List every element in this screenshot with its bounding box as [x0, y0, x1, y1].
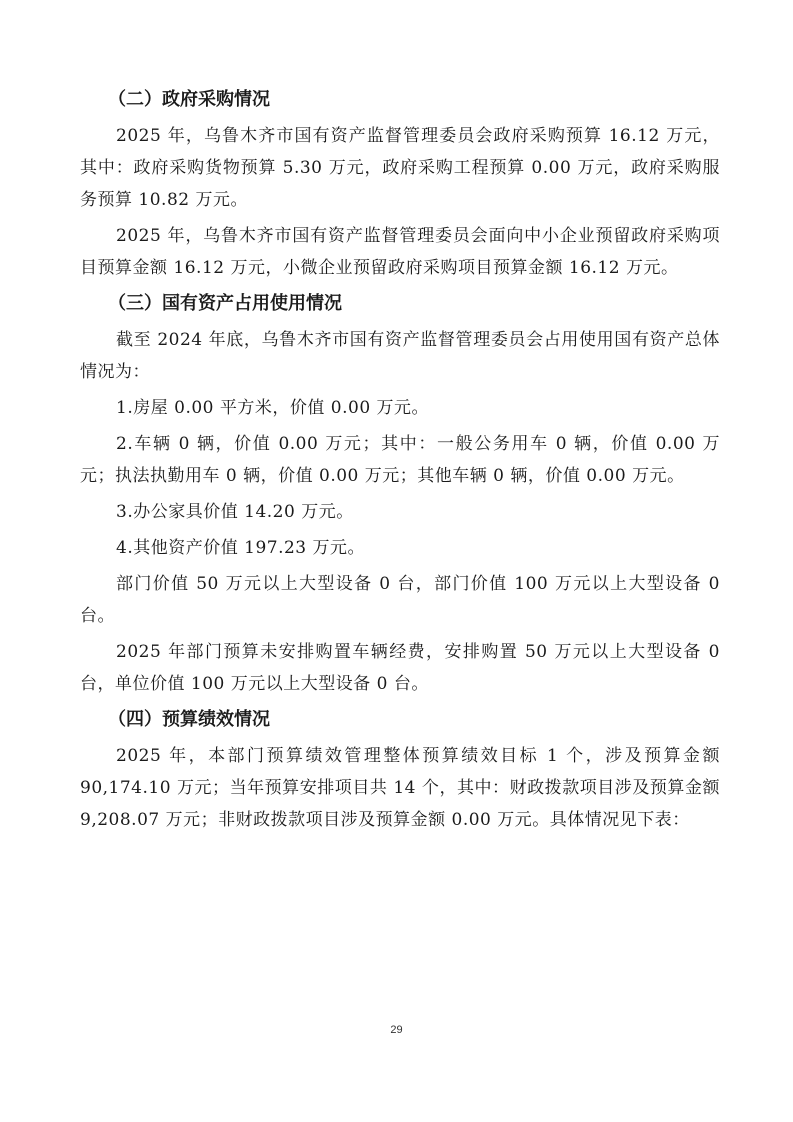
- document-body: [80, 84, 720, 840]
- paragraph-assets-overview: 截至 2024 年底，乌鲁木齐市国有资产监督管理委员会占用使用国有资产总体情况为：: [80, 330, 720, 382]
- page-number: 29: [390, 1024, 403, 1036]
- paragraph-procurement-budget: 2025 年，乌鲁木齐市国有资产监督管理委员会政府采购预算 16.12 万元，其中：政府采购货物预算 5.30 万元，政府采购工程预算 0.00 万元，政府采购服务预算 10.82 万元。: [80, 126, 720, 210]
- section-heading-state-assets: （三）国有资产占用使用情况: [108, 293, 342, 314]
- paragraph-assets-housing: 1.房屋 0.00 平方米，价值 0.00 万元。: [116, 398, 430, 418]
- section-heading-government-procurement: （二）政府采购情况: [108, 89, 270, 110]
- paragraph-assets-vehicles: 2.车辆 0 辆，价值 0.00 万元；其中：一般公务用车 0 辆，价值 0.00 万元；执法执勤用车 0 辆，价值 0.00 万元；其他车辆 0 辆，价值 0.00 万元。: [80, 434, 720, 486]
- paragraph-sme-reserved-budget: 2025 年，乌鲁木齐市国有资产监督管理委员会面向中小企业预留政府采购项目预算金额 16.12 万元，小微企业预留政府采购项目预算金额 16.12 万元。: [80, 226, 720, 278]
- section-heading-performance: （四）预算绩效情况: [108, 709, 270, 730]
- paragraph-assets-purchase-plan: 2025 年部门预算未安排购置车辆经费，安排购置 50 万元以上大型设备 0 台，单位价值 100 万元以上大型设备 0 台。: [80, 642, 720, 694]
- paragraph-assets-other: 4.其他资产价值 197.23 万元。: [116, 538, 366, 558]
- paragraph-performance-goals: 2025 年，本部门预算绩效管理整体预算绩效目标 1 个，涉及预算金额 90,174.10 万元；当年预算安排项目共 14 个，其中：财政拨款项目涉及预算金额 9,208.07 万元；非财政拨款项目涉及预算金额 0.00 万元。具体情况见下表：: [80, 746, 720, 830]
- paragraph-assets-large-equipment: 部门价值 50 万元以上大型设备 0 台，部门价值 100 万元以上大型设备 0 台。: [80, 574, 720, 626]
- paragraph-assets-furniture: 3.办公家具价值 14.20 万元。: [116, 502, 354, 522]
